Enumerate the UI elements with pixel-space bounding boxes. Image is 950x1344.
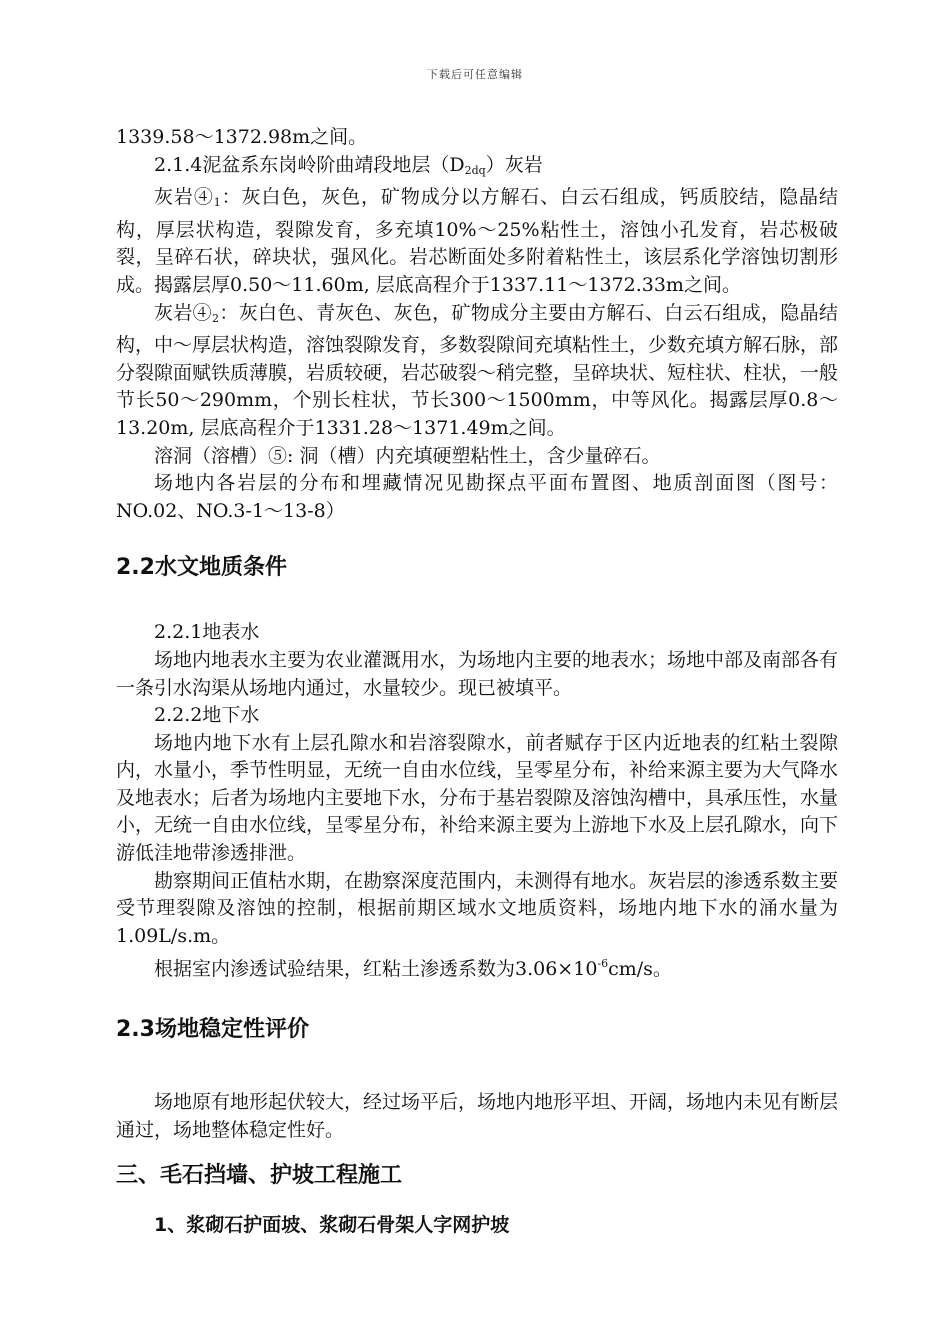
paragraph-permeability-coefficient: 根据室内渗透试验结果，红粘土渗透系数为$3.06\times 10^{-6}cm/s$。 [154,957,672,981]
section-2-1-4-title: 2.1.4泥盆系东岗岭阶曲靖段地层$(D_{2dq})$灰岩 [154,153,543,177]
paragraph-limestone-4-1: 灰岩$④_1$：灰白色，灰色，矿物成分以方解石、白云石组成，钙质胶结，隐晶结构，厚层状构造，裂隙发育，多充填10%～25%粘性土，溶蚀小孔发育，岩芯极破裂，呈碎石状，碎块状，强风化。岩芯断面处多附着粘性土，该层系化学溶蚀切割形成。揭露层厚0.50～11.60m, 层底高程介于1337.11～1372.33m之间。 [116,186,838,296]
paragraph-site-stability: 场地原有地形起伏较大，经过场平后，场地内地形平坦、开阔，场地内未见有断层通过，场地整体稳定性好。 [116,1091,839,1141]
subheading-2-2-1: 2.2.1地表水 [154,621,260,644]
paragraph-permeability: 勘察期间正值枯水期，在勘察深度范围内，未测得有地水。灰岩层的渗透系数主要受节理裂隙及溶蚀的控制，根据前期区域水文地质资料，场地内地下水的涌水量为1.09L/s.m。 [116,869,839,947]
page-header: 下载后可任意编辑 [427,68,523,81]
subheading-2-2-2: 2.2.2地下水 [154,704,260,727]
subheading-3-1: 1、浆砌石护面坡、浆砌石骨架人字网护坡 [154,1214,510,1237]
section-heading-2-2: 2.2水文地质条件 [116,555,287,581]
section-heading-3: 三、毛石挡墙、护坡工程施工 [116,1163,403,1189]
paragraph-layer-distribution: 场地内各岩层的分布和埋藏情况见勘探点平面布置图、地质剖面图（图号：NO.02、NO.3-1～13-8） [116,472,838,522]
paragraph-groundwater: 场地内地下水有上层孔隙水和岩溶裂隙水，前者赋存于区内近地表的红粘土裂隙内，水量小，季节性明显，无统一自由水位线，呈零星分布，补给来源主要为大气降水及地表水；后者为场地内主要地下水，分布于基岩裂隙及溶蚀沟槽中，具承压性，水量小，无统一自由水位线，呈零星分布，补给来源主要为上游地下水及上层孔隙水，向下游低洼地带渗透排泄。 [116,731,839,865]
paragraph-limestone-4-2: 灰岩$④_2$：灰白色、青灰色、灰色，矿物成分主要由方解石、白云石组成，隐晶结构，中～厚层状构造，溶蚀裂隙发育，多数裂隙间充填粘性土，少数充填方解石脉，部分裂隙面赋铁质薄膜，岩质较硬，岩芯破裂～稍完整，呈碎块状、短柱状、柱状，一般节长50～290mm，个别长柱状，节长300～1500mm，中等风化。揭露层厚0.8～13.20m, 层底高程介于1331.28～1371.49m之间。 [116,301,839,439]
paragraph-surface-water: 场地内地表水主要为农业灌溉用水，为场地内主要的地表水；场地中部及南部各有一条引水沟渠从场地内通过，水量较少。现已被填平。 [116,648,839,699]
paragraph-elevation-range: 1339.58～1372.98m之间。 [116,126,368,148]
paragraph-karst-cave: 溶洞（溶槽）⑤: 洞（槽）内充填硬塑粘性土，含少量碎石。 [154,444,661,467]
document-body [116,124,838,1237]
section-heading-2-3: 2.3场地稳定性评价 [116,1017,309,1043]
